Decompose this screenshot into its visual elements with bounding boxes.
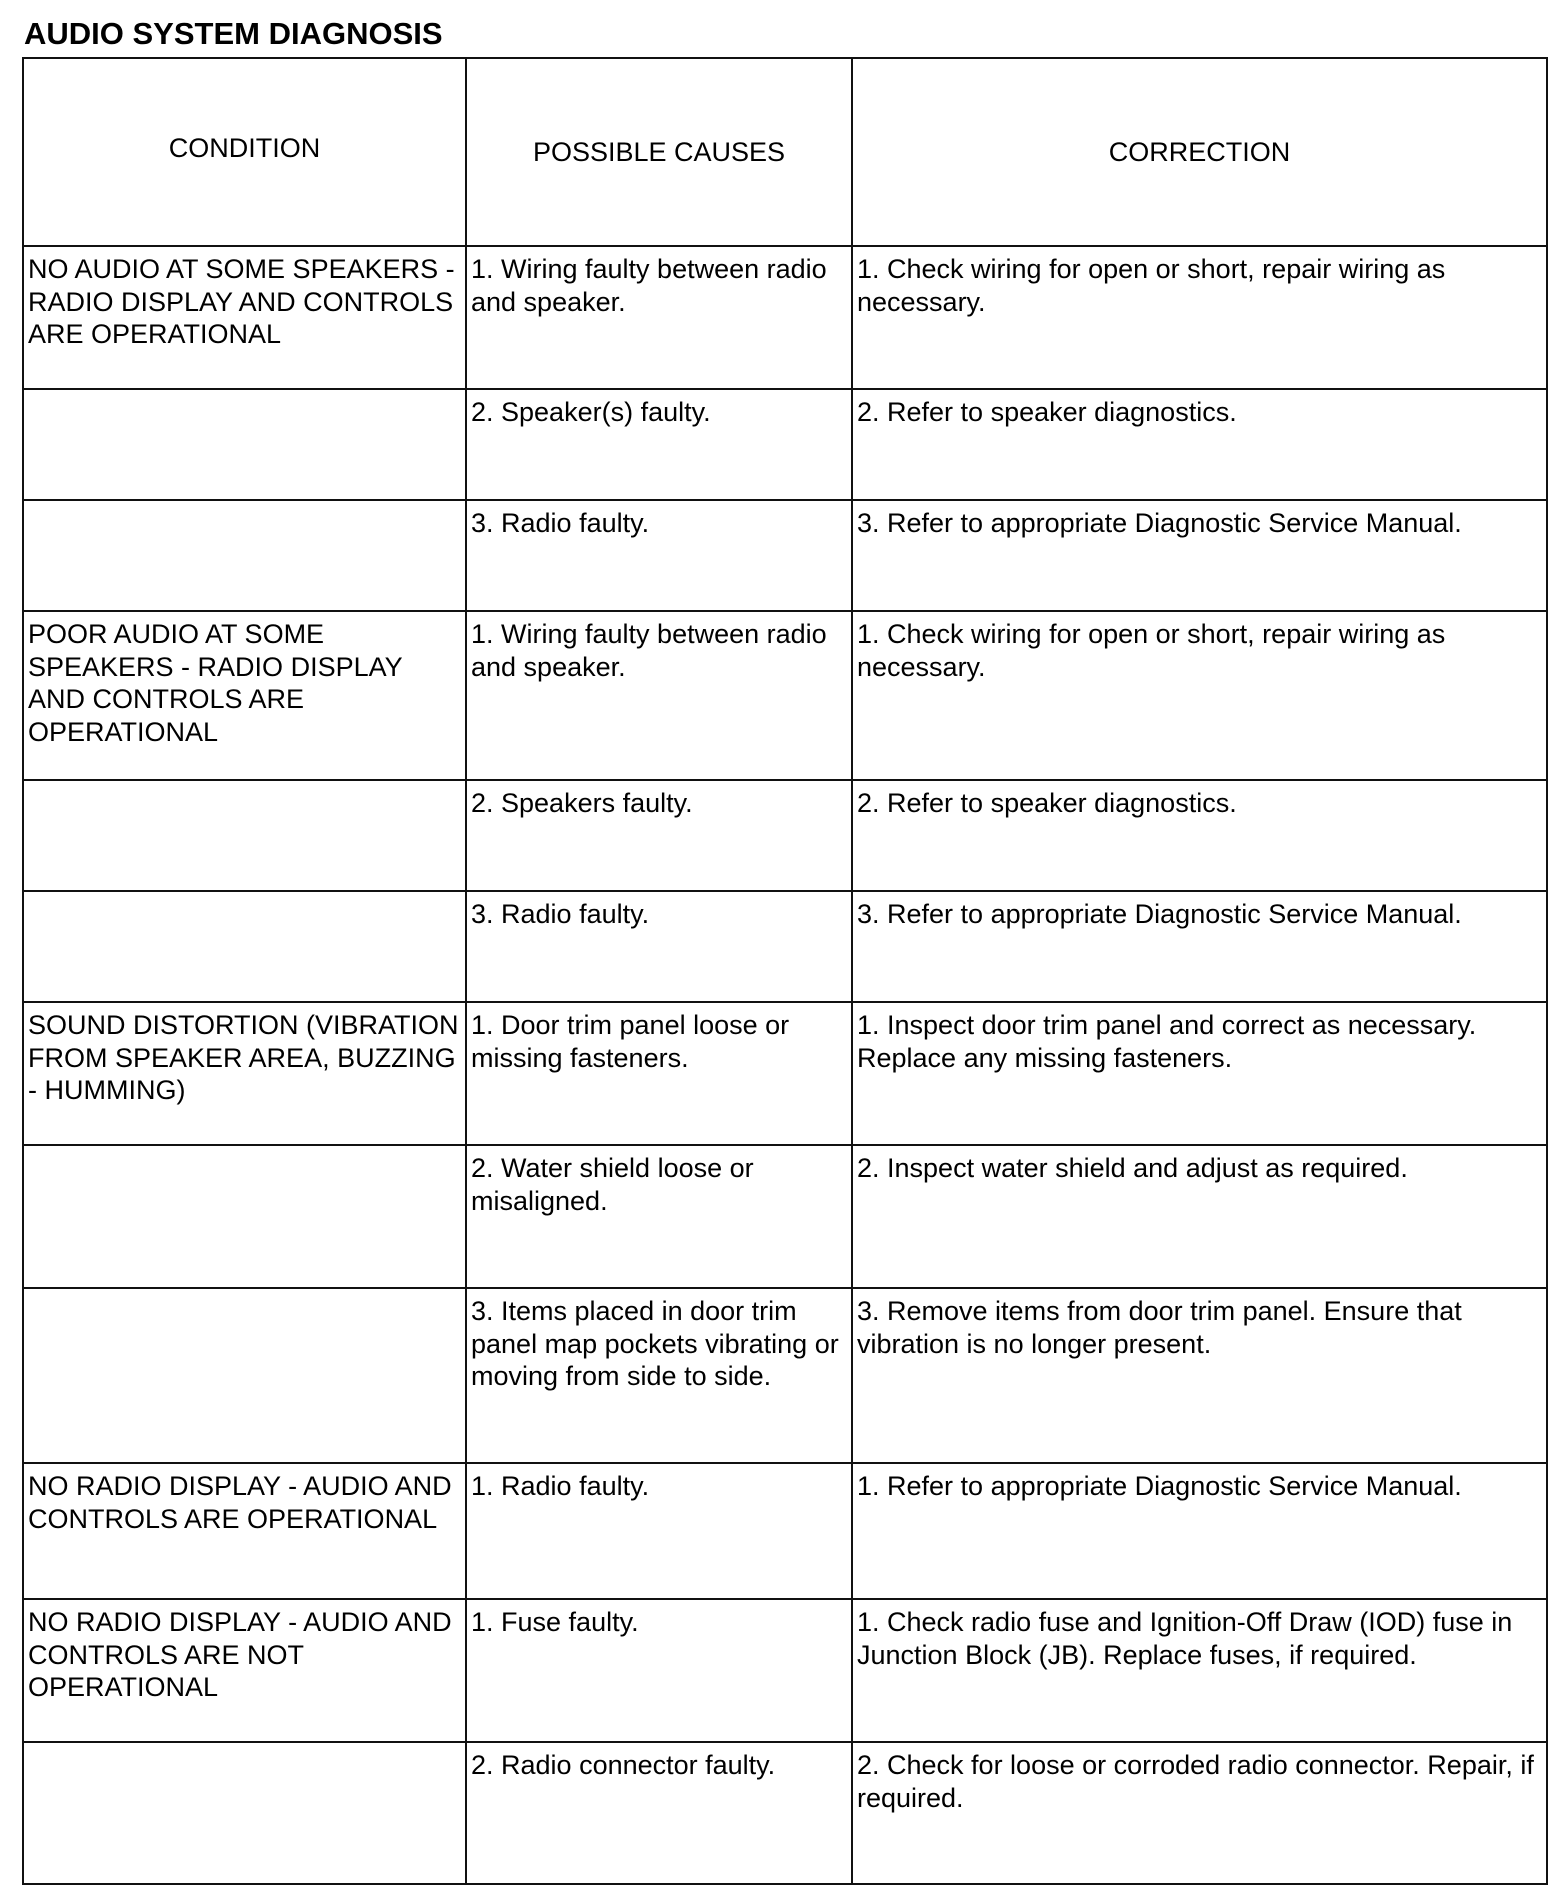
cause-cell: 3. Items placed in door trim panel map pockets vibrating or moving from side to side. [466, 1288, 852, 1463]
condition-cell [23, 1145, 466, 1288]
table-row [23, 891, 1547, 1002]
condition-cell [23, 389, 466, 500]
correction-cell: 2. Refer to speaker diagnostics. [852, 389, 1547, 500]
table-row [23, 1145, 1547, 1288]
cause-cell: 1. Wiring faulty between radio and speaker. [466, 611, 852, 780]
header-possible-causes: POSSIBLE CAUSES [466, 58, 852, 246]
correction-cell: 1. Inspect door trim panel and correct as necessary. Replace any missing fasteners. [852, 1002, 1547, 1145]
correction-cell: 3. Refer to appropriate Diagnostic Service Manual. [852, 891, 1547, 1002]
table-row [23, 1463, 1547, 1599]
page-title: AUDIO SYSTEM DIAGNOSIS [24, 16, 443, 51]
table-row [23, 1288, 1547, 1463]
header-correction: CORRECTION [852, 58, 1547, 246]
correction-cell: 2. Inspect water shield and adjust as required. [852, 1145, 1547, 1288]
correction-cell: 3. Refer to appropriate Diagnostic Service Manual. [852, 500, 1547, 611]
cause-cell: 1. Wiring faulty between radio and speaker. [466, 246, 852, 389]
header-condition-label: CONDITION [168, 132, 321, 163]
correction-cell: 1. Check wiring for open or short, repair wiring as necessary. [852, 246, 1547, 389]
table-header-row [23, 58, 1547, 246]
cause-cell: 2. Speaker(s) faulty. [466, 389, 852, 500]
table-row [23, 611, 1547, 780]
condition-cell: SOUND DISTORTION (VIBRATION FROM SPEAKER AREA, BUZZING - HUMMING) [23, 1002, 466, 1145]
cause-cell: 1. Fuse faulty. [466, 1599, 852, 1742]
table-row [23, 780, 1547, 891]
diagnosis-table [22, 57, 1548, 1885]
correction-cell: 1. Check wiring for open or short, repair wiring as necessary. [852, 611, 1547, 780]
condition-cell: NO RADIO DISPLAY - AUDIO AND CONTROLS ARE OPERATIONAL [23, 1463, 466, 1599]
table-body [23, 246, 1547, 1884]
table-row [23, 246, 1547, 389]
cause-cell: 3. Radio faulty. [466, 500, 852, 611]
cause-cell: 2. Radio connector faulty. [466, 1742, 852, 1884]
table-row [23, 1599, 1547, 1742]
condition-cell: POOR AUDIO AT SOME SPEAKERS - RADIO DISPLAY AND CONTROLS ARE OPERATIONAL [23, 611, 466, 780]
correction-cell: 3. Remove items from door trim panel. Ensure that vibration is no longer present. [852, 1288, 1547, 1463]
cause-cell: 1. Radio faulty. [466, 1463, 852, 1599]
correction-cell: 1. Refer to appropriate Diagnostic Service Manual. [852, 1463, 1547, 1599]
condition-cell: NO AUDIO AT SOME SPEAKERS - RADIO DISPLAY AND CONTROLS ARE OPERATIONAL [23, 246, 466, 389]
condition-cell [23, 1742, 466, 1884]
header-condition [23, 58, 466, 246]
table-row [23, 1742, 1547, 1884]
condition-cell [23, 500, 466, 611]
correction-cell: 2. Refer to speaker diagnostics. [852, 780, 1547, 891]
cause-cell: 1. Door trim panel loose or missing fasteners. [466, 1002, 852, 1145]
condition-cell [23, 780, 466, 891]
correction-cell: 2. Check for loose or corroded radio connector. Repair, if required. [852, 1742, 1547, 1884]
condition-cell: NO RADIO DISPLAY - AUDIO AND CONTROLS ARE NOT OPERATIONAL [23, 1599, 466, 1742]
cause-cell: 2. Water shield loose or misaligned. [466, 1145, 852, 1288]
correction-cell: 1. Check radio fuse and Ignition-Off Draw (IOD) fuse in Junction Block (JB). Replace fuses, if required. [852, 1599, 1547, 1742]
cause-cell: 3. Radio faulty. [466, 891, 852, 1002]
table-row [23, 1002, 1547, 1145]
condition-cell [23, 1288, 466, 1463]
condition-cell [23, 891, 466, 1002]
table-row [23, 389, 1547, 500]
cause-cell: 2. Speakers faulty. [466, 780, 852, 891]
table-row [23, 500, 1547, 611]
